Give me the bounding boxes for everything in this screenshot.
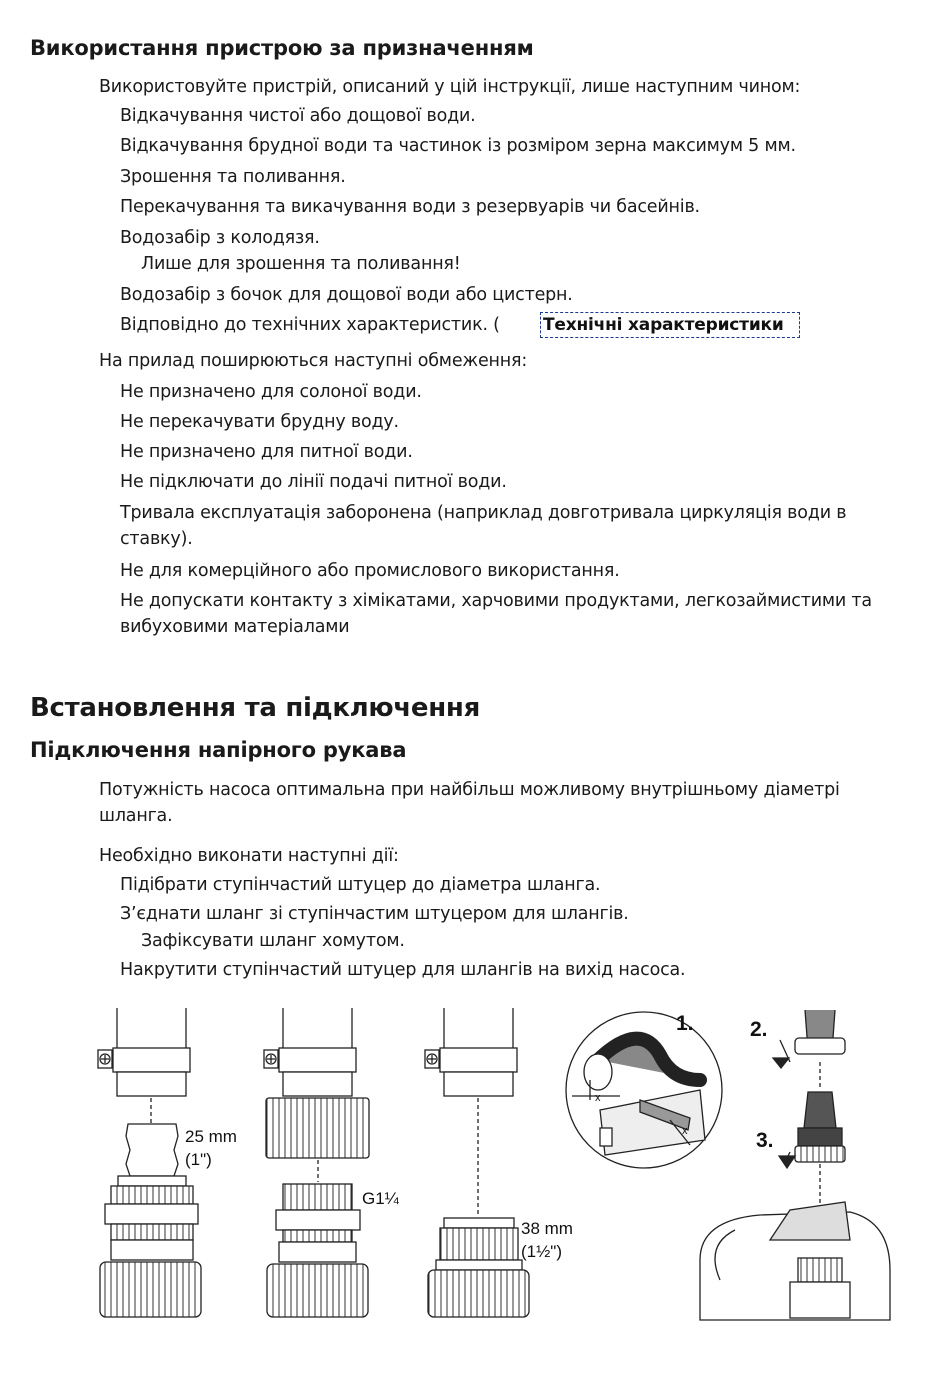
use-item: Відкачування брудної води та частинок із розміром зерна максимум 5 мм. [120, 136, 796, 156]
subsection-title-hose: Підключення напірного рукава [30, 738, 407, 762]
step-1-label: 1. [676, 1012, 694, 1035]
cutting-inset [566, 1012, 722, 1168]
section-title-installation: Встановлення та підключення [30, 693, 480, 723]
hose-paragraph: Потужність насоса оптимальна при найбільш можливому внутрішньому діаметрі шланга. [99, 780, 840, 826]
tech-specs-link[interactable]: Технічні характеристики [540, 312, 800, 338]
label-25mm-inch: (1") [185, 1150, 212, 1169]
use-note: Лише для зрошення та поливання! [141, 254, 461, 274]
step-item: З’єднати шланг зі ступінчастим штуцером для шлангів. [120, 904, 629, 924]
use-item: Водозабір з колодязя. [120, 228, 320, 248]
label-x: x [595, 1092, 601, 1104]
step-item: Накрутити ступінчастий штуцер для шлангів на вихід насоса. [120, 960, 686, 980]
use-item: Водозабір з бочок для дощової води або цистерн. [120, 285, 573, 305]
restriction-item: Не допускати контакту з хімікатами, харчовими продуктами, легкозаймистими та вибуховими матеріалами [120, 591, 872, 637]
step-3-label: 3. [756, 1129, 774, 1152]
restriction-item: Не призначено для солоної води. [120, 382, 422, 402]
label-x: x [682, 1125, 688, 1137]
restrictions-intro: На прилад поширюються наступні обмеження: [99, 351, 528, 371]
step-2-label: 2. [750, 1018, 768, 1041]
use-item: Відповідно до технічних характеристик. ( [120, 315, 500, 335]
step-note: Зафіксувати шланг хомутом. [141, 931, 405, 951]
section-title-intended-use: Використання пристрою за призначенням [30, 36, 534, 60]
restriction-item: Не підключати до лінії подачі питної води. [120, 472, 507, 492]
use-item: Зрошення та поливання. [120, 167, 346, 187]
restriction-item: Не для комерційного або промислового використання. [120, 561, 620, 581]
label-38mm-inch: (1½") [521, 1242, 562, 1261]
label-25mm: 25 mm [185, 1127, 237, 1146]
intended-use-intro: Використовуйте пристрій, описаний у цій інструкції, лише наступним чином: [99, 77, 801, 97]
fitting-g1-1-4 [264, 1008, 369, 1317]
steps-intro: Необхідно виконати наступні дії: [99, 846, 399, 866]
restriction-item: Не перекачувати брудну воду. [120, 412, 399, 432]
use-item: Перекачування та викачування води з резервуарів чи басейнів. [120, 197, 700, 217]
restriction-item: Не призначено для питної води. [120, 442, 413, 462]
restriction-item: Тривала експлуатація заборонена (наприклад довготривала циркуляція води в ставку). [120, 503, 847, 549]
hose-connection-illustration [0, 995, 950, 1325]
step-item: Підібрати ступінчастий штуцер до діаметра шланга. [120, 875, 601, 895]
pump-assembly [700, 1010, 890, 1320]
label-g1-1-4: G1¼ [362, 1189, 399, 1208]
label-38mm: 38 mm [521, 1219, 573, 1238]
use-item: Відкачування чистої або дощової води. [120, 106, 476, 126]
fitting-38mm [425, 1008, 529, 1317]
